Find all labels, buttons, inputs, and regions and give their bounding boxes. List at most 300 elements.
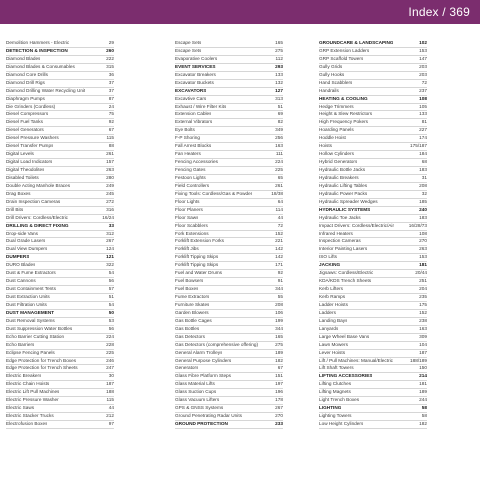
index-entry-name: Diamond Core Drills: [6, 71, 48, 77]
index-entry-page: 187: [419, 349, 427, 355]
index-entry: [6, 56, 114, 64]
index-entry: [319, 151, 427, 159]
index-entry-name: Fencing Gates: [175, 167, 206, 172]
index-entry-page: 115: [106, 397, 114, 403]
index-entry-page: 222: [106, 55, 114, 61]
index-entry: [319, 191, 427, 199]
index-entry-name: Kerb Lifters: [319, 286, 343, 292]
index-entry-page: 133: [419, 111, 427, 117]
index-entry-page: 312: [106, 230, 114, 236]
index-entry-name: Glass Fibre Platform Steps: [175, 373, 232, 379]
index-entry: [175, 104, 283, 112]
index-entry-page: 97: [108, 421, 114, 426]
index-entry-page: 36: [108, 71, 114, 77]
index-entry-name: Fork Extensions: [175, 230, 209, 236]
index-entry-name: Fixing Tools: Cordless/Gas & Powder: [175, 190, 253, 196]
index-entry-name: Field Controllers: [175, 182, 210, 188]
index-entry: [175, 405, 283, 413]
index-entry-name: Hedge Trimmers: [319, 103, 354, 109]
index-entry: [319, 111, 427, 119]
index-entry: [6, 231, 114, 239]
index-entry-name: Light Trench Boxes: [319, 397, 360, 403]
index-entry-page: 293: [275, 63, 283, 69]
index-entry-name: KDA/KDS Trench Sheets: [319, 278, 372, 284]
index-entry-page: 124: [106, 246, 114, 252]
index-entry-name: Gas Bottle Cages: [175, 317, 212, 323]
index-entry-page: 102: [419, 40, 427, 45]
index-entry-name: Disabled Toilets: [6, 174, 39, 180]
index-entry-page: 16/28/73: [408, 222, 427, 228]
index-entry-page: 16/24: [102, 214, 114, 220]
index-column-3: [319, 40, 427, 429]
index-section-heading: [175, 64, 283, 72]
index-entry-name: Edge Protection for Trench Boxes: [6, 357, 77, 363]
index-entry-page: 267: [106, 238, 114, 244]
index-entry: [319, 358, 427, 366]
page-title: Index / 369: [408, 5, 470, 19]
index-entry-name: Diesel Fuel Tanks: [6, 119, 43, 125]
index-entry-page: 174: [419, 135, 427, 141]
index-section-heading: [319, 96, 427, 104]
index-section-heading: [6, 254, 114, 262]
index-entry: [175, 326, 283, 334]
index-section-heading: [175, 421, 283, 429]
index-entry-name: Electric Breakers: [6, 373, 42, 379]
index-entry: [6, 104, 114, 112]
index-entry-page: 267: [275, 405, 283, 411]
index-entry: [319, 350, 427, 358]
index-entry-name: Hydraulic Toe Jacks: [319, 214, 361, 220]
index-entry-page: 72: [421, 79, 427, 85]
index-entry-page: 235: [419, 294, 427, 299]
index-entry: [175, 246, 283, 254]
index-entry-page: 178: [275, 397, 283, 403]
index-entry: [175, 80, 283, 88]
index-entry-page: 251: [419, 278, 427, 284]
index-entry-page: 261: [275, 182, 283, 188]
index-entry-page: 153: [419, 47, 427, 53]
index-entry-name: Floor Saws: [175, 214, 199, 220]
index-entry-name: Interior Painting Lasers: [319, 246, 368, 252]
index-entry: [175, 413, 283, 421]
index-entry: [319, 286, 427, 294]
index-entry-page: 150: [419, 365, 427, 371]
index-entry: [6, 334, 114, 342]
index-entry: [175, 231, 283, 239]
index-entry-page: 29: [108, 40, 114, 45]
index-entry-page: 57: [108, 286, 114, 292]
index-entry-page: 108: [419, 95, 427, 101]
index-entry-name: Eye Bolts: [175, 127, 195, 133]
index-entry-page: 214: [419, 373, 427, 379]
index-entry-name: HYDRAULIC SYSTEMS: [319, 206, 371, 212]
index-entry-name: EXCAVATORS: [175, 87, 207, 93]
index-entry: [319, 310, 427, 318]
index-entry-name: Diamond Blades & Consumables: [6, 63, 75, 69]
index-entry-page: 55: [277, 294, 283, 299]
index-entry-name: Infrared Heaters: [319, 230, 353, 236]
index-entry: [319, 342, 427, 350]
index-entry: [6, 365, 114, 373]
index-entry-page: 69: [277, 111, 283, 117]
index-entry: [319, 56, 427, 64]
index-entry-page: 133: [275, 71, 283, 77]
index-entry-name: Ladders: [319, 309, 336, 315]
index-entry-name: Dust Filtration Units: [6, 301, 47, 307]
index-entry: [319, 175, 427, 183]
index-entry-name: Hydraulic Lifting Tables: [319, 182, 368, 188]
index-entry-name: Inspection Cameras: [319, 238, 361, 244]
index-entry-name: Drain Inspection Cameras: [6, 198, 61, 204]
index-entry-name: Height & Slew Restrictors: [319, 111, 373, 117]
index-entry-name: Hoarding Panels: [319, 127, 354, 133]
index-entry-name: Echo Barrier Cutting Station: [6, 333, 65, 339]
index-entry-page: 221: [275, 238, 283, 244]
index-entry-page: 182: [419, 421, 427, 426]
index-entry-name: Large Wheel Base Vans: [319, 333, 370, 339]
index-entry-name: Electric Pressure Washer: [6, 397, 59, 403]
page-header: [0, 0, 480, 24]
index-entry-page: 246: [106, 357, 114, 363]
index-entry: [175, 302, 283, 310]
index-entry: [319, 231, 427, 239]
index-entry-name: Escape Sets: [175, 47, 202, 53]
index-entry-page: 260: [106, 47, 114, 53]
index-entry-name: Lawn Mowers: [319, 341, 348, 347]
index-entry: [175, 389, 283, 397]
index-entry: [6, 119, 114, 127]
index-entry-name: Diamond Drilling Water Recycling Unit: [6, 87, 86, 93]
index-entry: [319, 238, 427, 246]
index-entry-name: Gully Hooks: [319, 71, 345, 77]
index-entry-name: Digital Levels: [6, 151, 34, 157]
index-entry: [6, 381, 114, 389]
index-entry: [319, 381, 427, 389]
index-entry-page: 189: [419, 389, 427, 395]
index-entry: [319, 72, 427, 80]
index-entry-name: Electric Lift Pull Machines: [6, 389, 60, 395]
index-entry-page: 105: [419, 103, 427, 109]
index-entry-page: 163: [419, 325, 427, 331]
index-entry: [6, 373, 114, 381]
index-entry: [6, 389, 114, 397]
index-entry: [319, 223, 427, 231]
index-entry: [6, 405, 114, 413]
index-entry-page: 272: [106, 198, 114, 204]
index-entry-page: 163: [275, 143, 283, 149]
index-entry-page: 244: [419, 397, 427, 403]
index-entry-page: 157: [106, 159, 114, 165]
index-entry-name: Dust Suppression Water Bottles: [6, 325, 73, 331]
index-entry-name: Glass Vacuum Lifters: [175, 397, 220, 403]
index-entry-name: Extension Cables: [175, 111, 212, 117]
index-entry: [6, 302, 114, 310]
index-entry-name: Ladder Hoists: [319, 301, 348, 307]
index-entry-name: LIGHTING: [319, 405, 342, 411]
index-entry-name: Glass Suction Cups: [175, 389, 217, 395]
index-entry-page: 165: [275, 333, 283, 339]
index-entry-page: 237: [419, 87, 427, 93]
index-entry: [319, 254, 427, 262]
index-entry-name: Fuel Bowsers: [175, 278, 204, 284]
index-entry-page: 81: [421, 119, 427, 125]
index-entry-page: 44: [108, 405, 114, 411]
index-entry-page: 92: [108, 119, 114, 125]
index-entry-name: Lanyards: [319, 325, 339, 331]
index-entry: [319, 334, 427, 342]
index-entry-name: Dust Removal Systems: [6, 317, 55, 323]
index-entry-page: 245: [106, 190, 114, 196]
index-entry-name: Dust Cannons: [6, 278, 36, 284]
index-entry-name: Drop-side Vans: [6, 230, 38, 236]
index-entry-name: Edge Protection for Trench Sheets: [6, 365, 78, 371]
index-entry-name: Diesel Compressors: [6, 111, 49, 117]
index-entry-page: 108: [419, 230, 427, 236]
index-entry: [6, 215, 114, 223]
index-entry-name: External Vibrators: [175, 119, 213, 125]
index-entry-page: 171: [275, 262, 283, 268]
index-entry-name: GRP Scaffold Towers: [319, 55, 364, 61]
index-entry: [175, 175, 283, 183]
index-entry-page: 270: [275, 413, 283, 419]
index-entry-name: General Alarm Trolleys: [175, 349, 223, 355]
index-entry-name: Fall Arrest Blocks: [175, 143, 212, 149]
index-entry: [175, 286, 283, 294]
index-entry-name: Hydraulic Breakers: [319, 174, 359, 180]
index-entry-name: Hollow Cylinders: [319, 151, 354, 157]
index-entry: [6, 143, 114, 151]
index-entry-name: Kerb Ramps: [319, 294, 346, 299]
index-entry-name: Diaphragm Pumps: [6, 95, 45, 101]
index-entry-page: 183: [419, 167, 427, 172]
index-entry-name: Echo Barriers: [6, 341, 35, 347]
index-entry-page: 183: [419, 214, 427, 220]
index-entry-name: Eclipse Fencing Panels: [6, 349, 55, 355]
index-entry-page: 33: [108, 222, 114, 228]
index-entry-name: Generators: [175, 365, 199, 371]
index-entry: [175, 223, 283, 231]
index-entry-name: Handrails: [319, 87, 339, 93]
index-entry: [175, 358, 283, 366]
index-entry-page: 315: [106, 63, 114, 69]
index-entry-name: Lighting Towers: [319, 413, 352, 419]
index-entry: [175, 199, 283, 207]
index-entry: [6, 238, 114, 246]
index-entry: [175, 350, 283, 358]
index-entry-page: 263: [106, 167, 114, 172]
index-entry: [6, 80, 114, 88]
index-entry-page: 92: [277, 270, 283, 276]
index-entry: [175, 159, 283, 167]
index-entry-name: Drag Boxes: [6, 190, 31, 196]
index-section-heading: [319, 373, 427, 381]
index-entry-name: Hoists: [319, 143, 333, 149]
index-entry-page: 247: [106, 365, 114, 371]
index-entry-name: Floor Scabblers: [175, 222, 208, 228]
index-entry: [175, 72, 283, 80]
index-entry-name: Forklift Tipping Skips: [175, 254, 219, 260]
index-entry-page: 106: [275, 309, 283, 315]
index-entry-page: 65: [277, 174, 283, 180]
index-entry: [175, 151, 283, 159]
index-entry-page: 111: [275, 151, 283, 157]
index-entry-name: Hydraulic Spreader Wedges: [319, 198, 378, 204]
index-entry: [319, 421, 427, 429]
index-entry-page: 275: [275, 341, 283, 347]
index-entry-page: 51: [108, 294, 114, 299]
index-entry-page: 175/187: [410, 143, 427, 149]
index-entry-page: 18/38: [271, 190, 283, 196]
index-entry-name: Impact Drivers: Cordless/Electric/Air: [319, 222, 395, 228]
index-entry-page: 238: [419, 317, 427, 323]
index-entry: [6, 135, 114, 143]
index-entry-page: 50: [108, 309, 114, 315]
index-entry-page: 270: [419, 238, 427, 244]
index-entry-page: 208: [275, 301, 283, 307]
index-entry-page: 58: [421, 413, 427, 419]
index-entry-page: 30: [108, 373, 114, 379]
index-entry: [175, 135, 283, 143]
index-entry: [319, 365, 427, 373]
index-entry-page: 349: [275, 127, 283, 133]
index-entry: [6, 286, 114, 294]
index-entry: [319, 119, 427, 127]
index-entry-page: 184: [419, 151, 427, 157]
index-entry: [319, 127, 427, 135]
index-entry-name: Fan Heaters: [175, 151, 201, 157]
index-column-2: [175, 40, 283, 429]
index-entry-name: F-P Shoring: [175, 135, 200, 141]
index-entry-name: Dual View Dumpers: [6, 246, 48, 252]
index-entry-name: Exhaust / Wire Filter Kits: [175, 103, 227, 109]
index-entry-page: 67: [108, 127, 114, 133]
index-entry-page: 208: [419, 182, 427, 188]
index-entry-page: 175: [419, 301, 427, 307]
index-entry-page: 37: [108, 79, 114, 85]
index-entry-name: Demolition Hammers - Electric: [6, 40, 70, 45]
index-entry: [319, 135, 427, 143]
index-entry-page: 233: [275, 421, 283, 426]
index-entry: [6, 111, 114, 119]
index-entry: [319, 215, 427, 223]
index-entry: [6, 270, 114, 278]
index-entry: [319, 183, 427, 191]
index-entry: [6, 421, 114, 429]
index-entry: [6, 342, 114, 350]
index-entry-name: Festoon Lights: [175, 174, 206, 180]
index-entry: [175, 40, 283, 48]
index-entry-page: 181: [419, 381, 427, 387]
index-entry-name: DRILLING & DIRECT FIXING: [6, 222, 69, 228]
index-entry: [6, 151, 114, 159]
index-entry: [319, 64, 427, 72]
index-entry: [175, 262, 283, 270]
index-entry-page: 20/44: [415, 270, 427, 276]
index-entry: [175, 254, 283, 262]
index-entry: [6, 127, 114, 135]
index-entry-page: 152: [419, 309, 427, 315]
index-entry: [175, 397, 283, 405]
index-entry: [175, 318, 283, 326]
index-entry-name: Dust Containment Tents: [6, 286, 56, 292]
index-entry: [6, 167, 114, 175]
index-entry-name: GPS & GNSS Systems: [175, 405, 224, 411]
index-column-1: [6, 40, 114, 429]
index-entry-page: 309: [419, 333, 427, 339]
index-entry: [6, 246, 114, 254]
index-entry-name: Lifting Magnets: [319, 389, 351, 395]
index-entry-page: 115: [106, 135, 114, 141]
index-entry-page: 189: [275, 349, 283, 355]
index-entry-page: 212: [106, 413, 114, 419]
index-entry-page: 68: [421, 159, 427, 165]
index-entry: [319, 397, 427, 405]
index-entry-name: Dust & Fume Extractors: [6, 270, 56, 276]
index-entry-name: Double Acting Manhole Braces: [6, 182, 71, 188]
index-entry: [6, 318, 114, 326]
index-entry: [6, 262, 114, 270]
index-entry-name: EVENT SERVICES: [175, 63, 216, 69]
index-section-heading: [319, 40, 427, 48]
index-entry-name: Floor Planers: [175, 206, 203, 212]
index-entry-page: 227: [419, 127, 427, 133]
index-entry-name: Ground Penetrating Radar Units: [175, 413, 242, 419]
index-entry: [6, 183, 114, 191]
index-entry-page: 24: [108, 103, 114, 109]
index-entry-name: Forklift Extension Forks: [175, 238, 224, 244]
index-entry-page: 87: [108, 95, 114, 101]
index-entry-page: 203: [419, 63, 427, 69]
index-entry: [319, 143, 427, 151]
index-entry: [6, 72, 114, 80]
index-entry-name: LIFTING ACCESSORIES: [319, 373, 373, 379]
index-entry-name: DUST MANAGEMENT: [6, 309, 55, 315]
index-entry-name: Glass Material Lifts: [175, 381, 215, 387]
index-entry: [175, 48, 283, 56]
index-entry-name: Diesel Pressure Washers: [6, 135, 59, 141]
index-entry-name: ISO Lifts: [319, 254, 337, 260]
index-entry-page: 132: [275, 79, 283, 85]
index-entry-name: DUMPERS: [6, 254, 30, 260]
index-section-heading: [6, 223, 114, 231]
index-entry-page: 256: [275, 135, 283, 141]
index-entry-name: Die Grinders (Cordless): [6, 103, 56, 109]
index-entry-page: 51: [277, 103, 283, 109]
index-entry: [175, 56, 283, 64]
index-entry-page: 31: [421, 174, 427, 180]
index-entry-page: 316: [106, 206, 114, 212]
index-entry: [319, 88, 427, 96]
index-section-heading: [319, 262, 427, 270]
index-entry-name: Diamond Drill Rigs: [6, 79, 45, 85]
index-entry-page: 91: [277, 278, 283, 284]
index-entry-page: 82: [277, 119, 283, 125]
index-entry-name: Gas Bottles: [175, 325, 200, 331]
index-entry-name: GROUNDCARE & LANDSCAPING: [319, 40, 394, 45]
index-entry: [319, 318, 427, 326]
index-entry-page: 114: [275, 206, 283, 212]
index-entry-page: 225: [275, 167, 283, 172]
index-entry-page: 88: [108, 143, 114, 149]
index-entry-name: Lifting Clutches: [319, 381, 352, 387]
index-entry-page: 187: [106, 381, 114, 387]
index-entry-name: Low Height Cylinders: [319, 421, 364, 426]
index-entry-page: 56: [108, 278, 114, 284]
index-entry-name: JACKING: [319, 262, 341, 268]
index-entry-name: Jigsaws: Cordless/Electric: [319, 270, 374, 276]
index-entry: [175, 96, 283, 104]
index-entry-page: 313: [275, 95, 283, 101]
